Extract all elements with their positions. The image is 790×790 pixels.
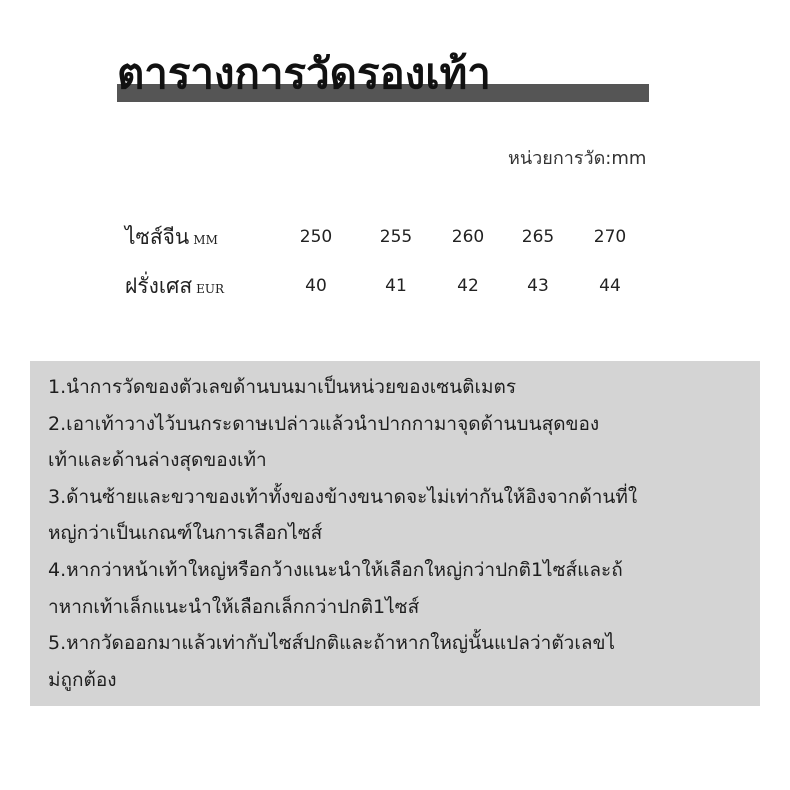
row-label-main: ไซส์จีน	[125, 225, 190, 249]
unit-label: หน่วยการวัด:mm	[508, 148, 647, 169]
size-cell: 270	[593, 227, 627, 247]
row-label-main: ฝรั่งเศส	[125, 274, 193, 298]
size-cell: 41	[385, 276, 407, 296]
notes-list	[48, 369, 748, 698]
row-label-unit: EUR	[196, 282, 225, 296]
measurement-notes-panel	[30, 361, 760, 706]
note-line: าหากเท้าเล็กแนะนำให้เลือกเล็กกว่าปกติ1ไซส์	[48, 595, 420, 618]
note-line: 4.หากว่าหน้าเท้าใหญ่หรือกว้างแนะนำให้เลือกใหญ่กว่าปกติ1ไซส์และถ้	[48, 558, 623, 581]
size-cell: 43	[527, 276, 549, 296]
size-row-eur	[0, 269, 790, 303]
size-cell: 42	[457, 276, 479, 296]
note-line: หญ่กว่าเป็นเกณฑ์ในการเลือกไซส์	[48, 522, 323, 545]
page-title: ตารางการวัดรองเท้า	[117, 49, 491, 98]
row-label-eur	[125, 269, 224, 306]
size-cell: 255	[379, 227, 413, 247]
note-line: 5.หากวัดออกมาแล้วเท่ากับไซส์ปกติและถ้าหากใหญ่นั้นแปลว่าตัวเลขไ	[48, 632, 616, 655]
note-line: เท้าและด้านล่างสุดของเท้า	[48, 449, 267, 472]
size-cell: 260	[451, 227, 485, 247]
size-cell: 265	[521, 227, 555, 247]
note-line: 3.ด้านซ้ายและขวาของเท้าทั้งของข้างขนาดจะไม่เท่ากันให้อิงจากด้านที่ใ	[48, 485, 638, 508]
size-cell: 40	[305, 276, 327, 296]
size-cell: 250	[299, 227, 333, 247]
row-label-unit: MM	[193, 233, 218, 247]
size-row-china	[0, 220, 790, 254]
note-line: 2.เอาเท้าวางไว้บนกระดาษเปล่าวแล้วนำปากกามาจุดด้านบนสุดของ	[48, 412, 600, 435]
note-line: ม่ถูกต้อง	[48, 668, 117, 691]
note-line: 1.นำการวัดของตัวเลขด้านบนมาเป็นหน่วยของเซนติเมตร	[48, 376, 517, 398]
size-cell: 44	[599, 276, 621, 296]
row-label-china	[125, 220, 218, 257]
